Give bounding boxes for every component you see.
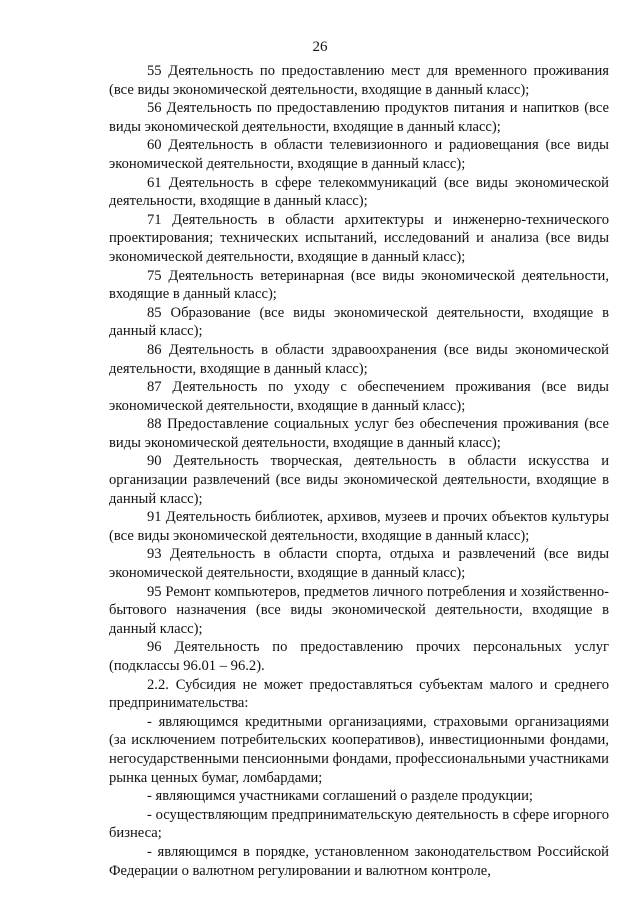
paragraph-code-75: 75 Деятельность ветеринарная (все виды экономической деятельности, входящие в данный класс); — [109, 267, 609, 303]
list-item-production-sharing: - являющимся участниками соглашений о разделе продукции; — [147, 788, 533, 805]
paragraph-code-86: 86 Деятельность в области здравоохранения (все виды экономической деятельности, входящие в данный класс); — [109, 341, 609, 377]
paragraph-code-88: 88 Предоставление социальных услуг без обеспечения проживания (все виды экономической деятельности, входящие в данный класс); — [109, 416, 609, 451]
paragraph-section-2-2: 2.2. Субсидия не может предоставляться субъектам малого и среднего предпринимательства: — [109, 676, 609, 712]
paragraph-code-91: 91 Деятельность библиотек, архивов, музеев и прочих объектов культуры (все виды экономической деятельности, входящие в данный класс); — [109, 509, 609, 544]
paragraph-code-90: 90 Деятельность творческая, деятельность в области искусства и организации развлечений (все виды экономической деятельности, входящие в данный класс); — [109, 453, 609, 507]
paragraph-code-60: 60 Деятельность в области телевизионного и радиовещания (все виды экономической деятельности, входящие в данный класс); — [109, 137, 609, 172]
paragraph-code-71: 71 Деятельность в области архитектуры и инженерно-технического проектирования; технических испытаний, исследований и анализа (все виды экономической деятельности, входящие в данный класс); — [109, 211, 609, 265]
page-number: 26 — [312, 39, 328, 55]
paragraph-code-95: 95 Ремонт компьютеров, предметов личного потребления и хозяйственно-бытового назначения (все виды экономической деятельности, входящие в данный класс); — [109, 583, 609, 637]
paragraph-code-56: 56 Деятельность по предоставлению продуктов питания и напитков (все виды экономической деятельности, входящие в данный класс); — [109, 100, 609, 135]
list-item-gambling-business: - осуществляющим предпринимательскую деятельность в сфере игорного бизнеса; — [109, 806, 609, 842]
list-item-currency-regulation: - являющимся в порядке, установленном законодательством Российской Федерации о валютном регулировании и валютном контроле, — [109, 843, 609, 879]
paragraph-code-85: 85 Образование (все виды экономической деятельности, входящие в данный класс); — [109, 304, 609, 340]
paragraph-code-93: 93 Деятельность в области спорта, отдыха и развлечений (все виды экономической деятельности, входящие в данный класс); — [109, 546, 609, 582]
paragraph-code-61: 61 Деятельность в сфере телекоммуникаций (все виды экономической деятельности, входящие в данный класс); — [109, 174, 609, 210]
paragraph-code-96: 96 Деятельность по предоставлению прочих персональных услуг (подклассы 96.01 – 96.2). — [109, 639, 609, 674]
paragraph-code-87: 87 Деятельность по уходу с обеспечением проживания (все виды экономической деятельности, входящие в данный класс); — [109, 379, 609, 414]
document-body — [109, 62, 609, 880]
list-item-credit-organizations: - являющимся кредитными организациями, страховыми организациями (за исключением потребительских кооперативов), инвестиционными фондами, негосударственными пенсионными фондами, профессиональными участниками рынка ценных бумаг, ломбардами; — [109, 713, 609, 786]
paragraph-code-55: 55 Деятельность по предоставлению мест для временного проживания (все виды экономической деятельности, входящие в данный класс); — [109, 63, 609, 98]
